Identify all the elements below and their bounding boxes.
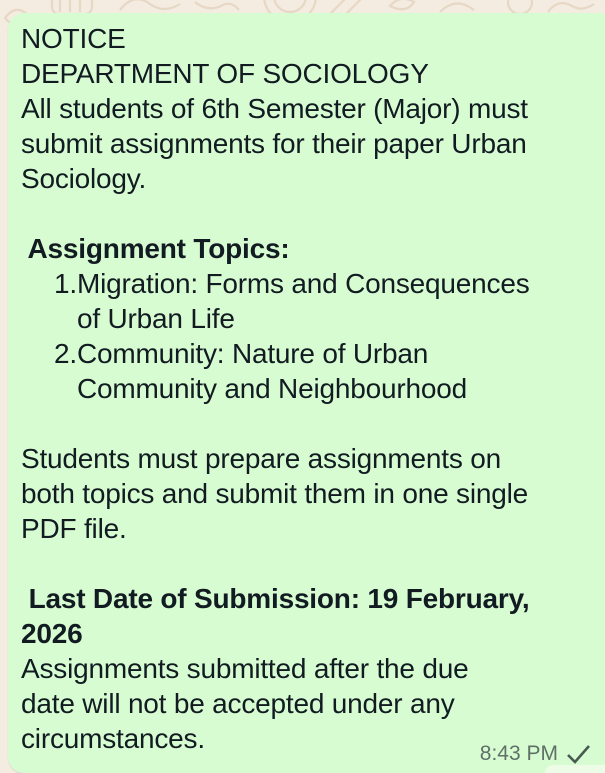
message-line	[21, 336, 599, 371]
message-line: Community and Neighbourhood	[77, 373, 467, 404]
message-line	[21, 196, 599, 231]
message-line: date will not be accepted under any	[21, 688, 455, 719]
message-timestamp: 8:43 PM	[479, 742, 558, 765]
message-meta	[480, 742, 592, 766]
next-message-bubble-corner	[545, 765, 605, 773]
message-line: submit assignments for their paper Urban	[21, 128, 527, 159]
message-line: NOTICE	[21, 23, 126, 54]
message-line: 2026	[21, 618, 83, 649]
message-line: Assignments submitted after the due	[21, 653, 469, 684]
message-line: circumstances.	[21, 723, 205, 754]
message-line: Last Date of Submission: 19 February,	[21, 583, 530, 614]
message-line: both topics and submit them in one single	[21, 478, 528, 509]
outgoing-message-bubble[interactable]	[8, 13, 605, 773]
message-text	[21, 21, 599, 756]
list-item-text: Community: Nature of Urban	[77, 338, 429, 369]
message-line: Assignment Topics:	[21, 233, 290, 264]
message-line: PDF file.	[21, 513, 127, 544]
message-line: All students of 6th Semester (Major) must	[21, 93, 528, 124]
message-line: Sociology.	[21, 163, 147, 194]
message-line	[21, 266, 599, 301]
list-item-number: 2.	[54, 338, 77, 369]
sent-single-check-icon	[565, 743, 592, 765]
message-line: of Urban Life	[77, 303, 235, 334]
message-line	[21, 406, 599, 441]
message-line: Students must prepare assignments on	[21, 443, 501, 474]
list-item-text: Migration: Forms and Consequences	[77, 268, 530, 299]
message-line: DEPARTMENT OF SOCIOLOGY	[21, 58, 429, 89]
list-item-number: 1.	[54, 268, 77, 299]
message-line	[21, 546, 599, 581]
